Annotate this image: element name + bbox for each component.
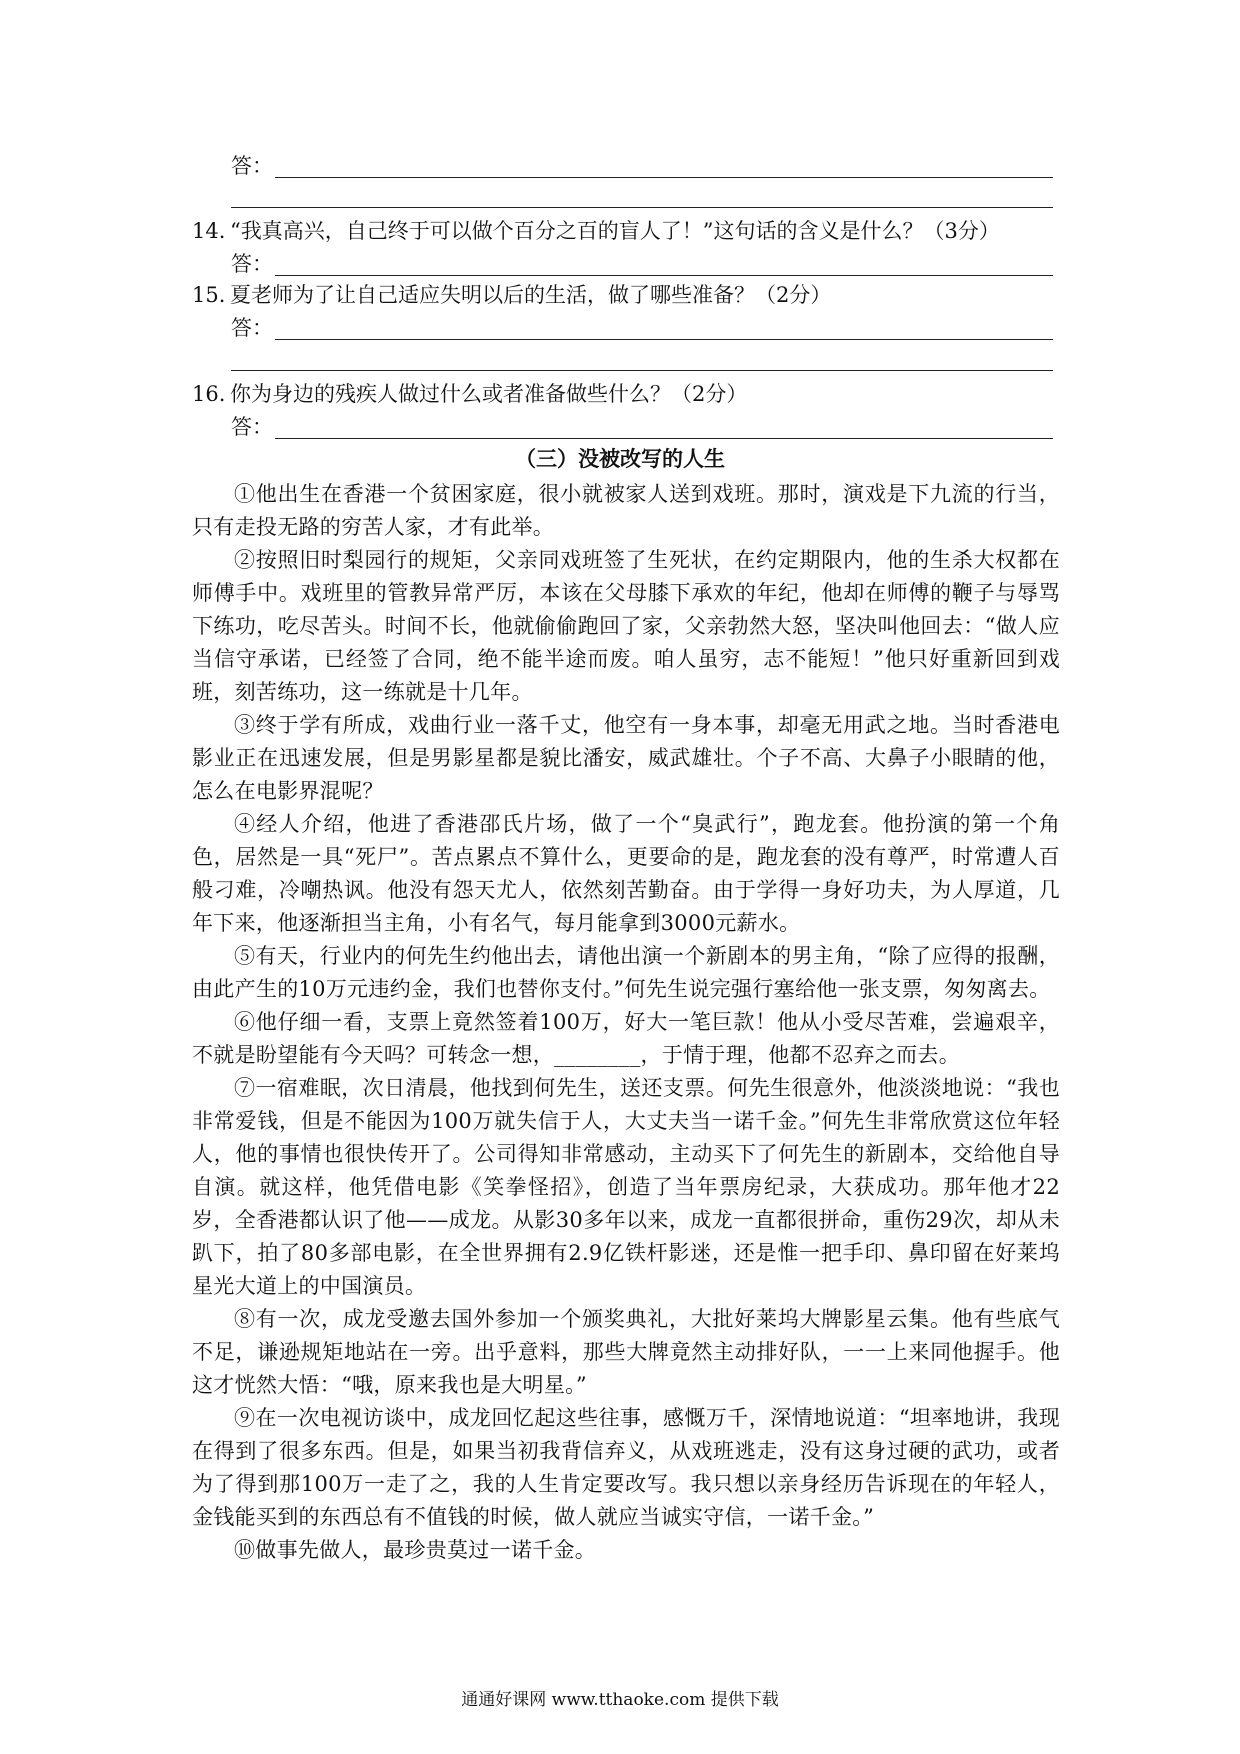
answer-rule [275, 438, 1053, 439]
question-text: “我真高兴，自己终于可以做个百分之百的盲人了！”这句话的含义是什么？（3分） [230, 219, 1000, 243]
article-paragraph: ⑨在一次电视访谈中，成龙回忆起这些往事，感慨万千，深情地说道：“坦率地讲，我现在得到了很多东西。但是，如果当初我背信弃义，从戏班逃走，没有这身过硬的武功，或者为了得到那100万一走了之，我的人生肯定要改写。我只想以亲身经历告诉现在的年轻人，金钱能买到的东西总有不值钱的时候，做人就应当诚实守信，一诺千金。” [192, 1406, 1060, 1529]
answer-blank-line[interactable] [231, 370, 1053, 371]
article-paragraph: ⑤有天，行业内的何先生约他出去，请他出演一个新剧本的男主角，“除了应得的报酬，由此产生的10万元违约金，我们也替你支付。”何先生说完强行塞给他一张支票，匆匆离去。 [192, 944, 1060, 1001]
answer-line-14[interactable] [231, 249, 1053, 279]
answer-rule [275, 275, 1053, 276]
answer-line-13[interactable] [231, 151, 1053, 181]
answer-line-16[interactable] [231, 412, 1053, 442]
article-paragraph: ⑥他仔细一看，支票上竟然签着100万，好大一笔巨款！他从小受尽苦难，尝遍艰辛，不就是盼望能有今天吗？可转念一想，________，于情于理，他都不忍弃之而去。 [192, 1010, 1060, 1067]
question-number: 15. [192, 283, 226, 307]
article-paragraph: ④经人介绍，他进了香港邵氏片场，做了一个“臭武行”，跑龙套。他扮演的第一个角色，居然是一具“死尸”。苦点累点不算什么，更要命的是，跑龙套的没有尊严，时常遭人百般刁难，冷嘲热讽。他没有怨天尤人，依然刻苦勤奋。由于学得一身好功夫，为人厚道，几年下来，他逐渐担当主角，小有名气，每月能拿到3000元薪水。 [192, 812, 1060, 935]
article-paragraph: ②按照旧时梨园行的规矩，父亲同戏班签了生死状，在约定期限内，他的生杀大权都在师傅手中。戏班里的管教异常严厉，本该在父母膝下承欢的年纪，他却在师傅的鞭子与辱骂下练功，吃尽苦头。时间不长，他就偷偷跑回了家，父亲勃然大怒，坚决叫他回去：“做人应当信守承诺，已经签了合同，绝不能半途而废。咱人虽穷，志不能短！”他只好重新回到戏班，刻苦练功，这一练就是十几年。 [192, 548, 1060, 704]
answer-blank-line[interactable] [231, 207, 1053, 208]
article-paragraph: ③终于学有所成，戏曲行业一落千丈，他空有一身本事，却毫无用武之地。当时香港电影业正在迅速发展，但是男影星都是貌比潘安，威武雄壮。个子不高、大鼻子小眼睛的他，怎么在电影界混呢？ [192, 713, 1060, 803]
question-text: 你为身边的残疾人做过什么或者准备做些什么？（2分） [230, 382, 748, 406]
article-body [192, 478, 1060, 1567]
answer-rule [275, 177, 1053, 178]
article-paragraph: ⑧有一次，成龙受邀去国外参加一个颁奖典礼，大批好莱坞大牌影星云集。他有些底气不足，谦逊规矩地站在一旁。出乎意料，那些大牌竟然主动排好队，一一上来同他握手。他这才恍然大悟：“哦，原来我也是大明星。” [192, 1307, 1060, 1397]
question-14 [192, 216, 1000, 246]
question-number: 16. [192, 382, 226, 406]
question-16 [192, 379, 747, 409]
article-paragraph: ⑩做事先做人，最珍贵莫过一诺千金。 [234, 1538, 597, 1562]
answer-line-15[interactable] [231, 313, 1053, 343]
question-text: 夏老师为了让自己适应失明以后的生活，做了哪些准备？（2分） [230, 283, 832, 307]
article-paragraph: ①他出生在香港一个贫困家庭，很小就被家人送到戏班。那时，演戏是下九流的行当，只有走投无路的穷苦人家，才有此举。 [192, 482, 1060, 539]
answer-label: 答： [231, 154, 273, 178]
article-title: （三）没被改写的人生 [515, 446, 725, 471]
answer-rule [275, 339, 1053, 340]
answer-label: 答： [231, 252, 273, 276]
article-paragraph: ⑦一宿难眠，次日清晨，他找到何先生，送还支票。何先生很意外，他淡淡地说：“我也非常爱钱，但是不能因为100万就失信于人，大丈夫当一诺千金。”何先生非常欣赏这位年轻人，他的事情也很快传开了。公司得知非常感动，主动买下了何先生的新剧本，交给他自导自演。就这样，他凭借电影《笑拳怪招》，创造了当年票房纪录，大获成功。那年他才22岁，全香港都认识了他——成龙。从影30多年以来，成龙一直都很拼命，重伤29次，却从未趴下，拍了80多部电影，在全世界拥有2.9亿铁杆影迷，还是惟一把手印、鼻印留在好莱坞星光大道上的中国演员。 [192, 1076, 1060, 1298]
answer-label: 答： [231, 316, 273, 340]
question-15 [192, 280, 831, 310]
page-footer: 通通好课网 www.tthaoke.com 提供下载 [461, 1690, 779, 1710]
question-number: 14. [192, 219, 226, 243]
answer-label: 答： [231, 415, 273, 439]
